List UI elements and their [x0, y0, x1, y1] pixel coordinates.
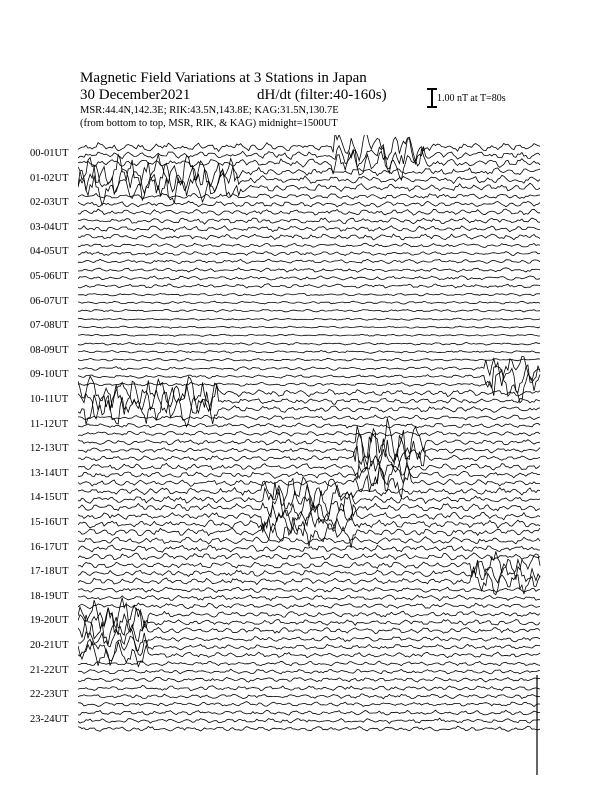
trace-msr [78, 702, 540, 707]
trace-msr [78, 259, 540, 263]
trace-msr [78, 209, 540, 215]
station-order-note: (from bottom to top, MSR, RIK, & KAG) midnight=1500UT [80, 118, 338, 129]
trace-kag [78, 587, 540, 592]
trace-kag [78, 268, 540, 272]
trace-rik [78, 201, 540, 207]
trace-kag [78, 686, 540, 691]
trace-kag [78, 477, 540, 508]
trace-rik [78, 326, 540, 328]
hour-label: 19-20UT [30, 615, 69, 627]
trace-kag [78, 598, 540, 631]
scale-label: 1.00 nT at T=80s [437, 93, 506, 104]
trace-kag [78, 537, 540, 544]
hour-label: 06-07UT [30, 295, 69, 307]
trace-kag [78, 342, 540, 345]
trace-kag [78, 710, 540, 715]
trace-rik [78, 276, 540, 280]
hour-label: 20-21UT [30, 640, 69, 651]
trace-msr [78, 358, 540, 361]
chart-quantity: dH/dt (filter:40-160s) [257, 87, 387, 103]
trace-msr [78, 553, 540, 560]
trace-kag [78, 318, 540, 320]
hour-label: 14-15UT [30, 492, 69, 504]
trace-kag [78, 356, 540, 386]
station-coordinates: MSR:44.4N,142.3E; RIK:43.5N,143.8E; KAG:31.5N,130.7E [80, 105, 339, 116]
trace-msr [78, 522, 540, 548]
trace-rik [78, 595, 540, 601]
trace-kag [78, 243, 540, 247]
trace-msr [78, 284, 540, 288]
trace-rik [78, 252, 540, 256]
trace-msr [78, 726, 540, 731]
hour-label: 21-22UT [30, 664, 69, 676]
hour-label: 18-19UT [30, 590, 69, 602]
hour-label: 01-02UT [30, 172, 69, 184]
trace-rik [78, 694, 540, 699]
trace-rik [78, 718, 540, 723]
trace-kag [78, 154, 540, 186]
hour-label: 04-05UT [30, 246, 69, 258]
hour-label: 12-13UT [30, 443, 69, 455]
trace-msr [78, 234, 540, 240]
trace-msr [78, 677, 540, 682]
trace-msr [78, 431, 540, 436]
trace-kag [78, 218, 540, 224]
trace-rik [78, 350, 540, 353]
trace-rik [78, 669, 540, 674]
trace-kag [78, 193, 540, 199]
trace-kag [78, 661, 540, 666]
hour-label: 13-14UT [30, 467, 69, 479]
trace-rik [78, 466, 540, 486]
hour-label: 02-03UT [30, 197, 69, 209]
hour-label: 15-16UT [30, 517, 69, 528]
hour-label: 23-24UT [30, 713, 69, 725]
trace-kag [78, 293, 540, 296]
trace-rik [78, 423, 540, 428]
hour-label: 03-04UT [30, 221, 69, 233]
scale-bar-icon [427, 88, 437, 108]
hour-label: 11-12UT [30, 418, 69, 430]
chart-title: Magnetic Field Variations at 3 Stations in Japan [80, 70, 367, 86]
hour-label: 16-17UT [30, 541, 69, 553]
trace-kag [78, 135, 540, 161]
hour-label: 05-06UT [30, 271, 69, 282]
hour-label: 07-08UT [30, 320, 69, 332]
hour-label: 17-18UT [30, 566, 69, 578]
hour-labels [30, 140, 82, 760]
hour-label: 22-23UT [30, 689, 69, 701]
trace-msr [78, 310, 540, 313]
trace-msr [78, 603, 540, 609]
trace-rik [78, 139, 540, 169]
trace-rik [78, 301, 540, 304]
hour-label: 00-01UT [30, 148, 69, 159]
chart-date: 30 December2021 [80, 87, 191, 103]
trace-msr [78, 148, 540, 180]
waveform-plot [78, 135, 542, 775]
trace-rik [78, 226, 540, 232]
trace-msr [78, 334, 540, 336]
hour-label: 09-10UT [30, 369, 69, 381]
hour-label: 08-09UT [30, 344, 69, 356]
hour-label: 10-11UT [30, 394, 69, 405]
